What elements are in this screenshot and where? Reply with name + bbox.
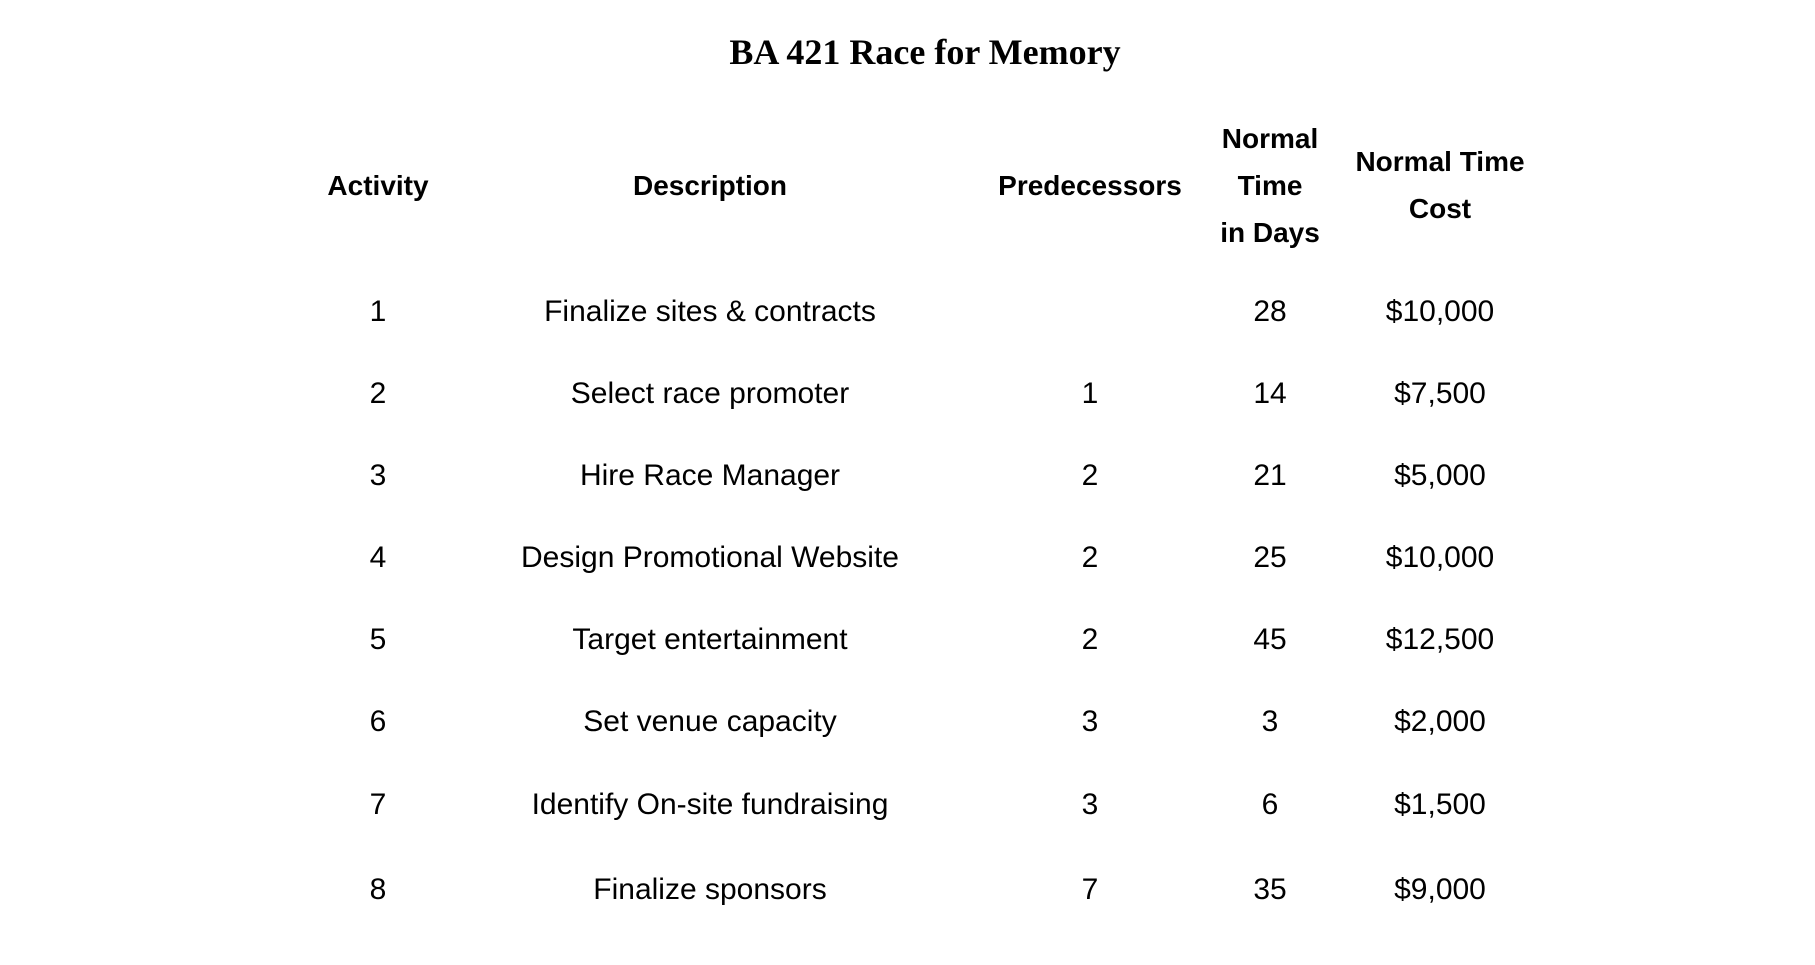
header-description: Description xyxy=(632,170,788,201)
cell-description: Finalize sponsors xyxy=(593,873,827,906)
cell-normal-time-cost: $9,000 xyxy=(1394,873,1486,906)
header-normal-time-line3: in Days xyxy=(1220,217,1320,248)
cell-predecessors: 2 xyxy=(1081,459,1099,492)
cell-normal-time-cost: $2,000 xyxy=(1394,705,1486,738)
cell-normal-time: 21 xyxy=(1253,459,1287,492)
cell-activity: 3 xyxy=(369,459,387,492)
cell-normal-time-cost: $10,000 xyxy=(1385,295,1495,328)
cell-normal-time: 35 xyxy=(1253,873,1287,906)
cell-normal-time-cost: $10,000 xyxy=(1385,541,1495,574)
cell-activity: 8 xyxy=(369,873,387,906)
cell-normal-time: 25 xyxy=(1253,541,1287,574)
cell-activity: 6 xyxy=(369,705,387,738)
header-activity: Activity xyxy=(327,170,429,201)
cell-predecessors: 3 xyxy=(1081,788,1099,821)
cell-predecessors: 2 xyxy=(1081,541,1099,574)
header-normal-time-cost-line2: Cost xyxy=(1408,193,1472,224)
cell-normal-time: 28 xyxy=(1253,295,1287,328)
cell-activity: 2 xyxy=(369,377,387,410)
header-predecessors: Predecessors xyxy=(998,170,1182,201)
cell-description: Set venue capacity xyxy=(583,705,837,738)
cell-normal-time-cost: $1,500 xyxy=(1394,788,1486,821)
cell-description: Identify On-site fundraising xyxy=(531,788,889,821)
header-normal-time-line1: Normal xyxy=(1221,123,1319,154)
cell-activity: 5 xyxy=(369,623,387,656)
cell-description: Design Promotional Website xyxy=(521,541,899,574)
cell-normal-time: 14 xyxy=(1253,377,1287,410)
cell-normal-time-cost: $7,500 xyxy=(1394,377,1486,410)
header-normal-time-cost xyxy=(1340,138,1540,232)
cell-normal-time-cost: $12,500 xyxy=(1385,623,1495,656)
cell-normal-time-cost: $5,000 xyxy=(1394,459,1486,492)
cell-activity: 1 xyxy=(369,295,387,328)
header-normal-time-line2: Time xyxy=(1237,170,1303,201)
cell-description: Target entertainment xyxy=(572,623,848,656)
cell-description: Select race promoter xyxy=(570,377,850,410)
cell-predecessors: 1 xyxy=(1081,377,1099,410)
cell-normal-time: 45 xyxy=(1253,623,1287,656)
cell-predecessors: 7 xyxy=(1081,873,1099,906)
cell-activity: 4 xyxy=(369,541,387,574)
page-title: BA 421 Race for Memory xyxy=(729,32,1121,72)
cell-normal-time: 6 xyxy=(1261,788,1279,821)
cell-description: Hire Race Manager xyxy=(579,459,841,492)
header-normal-time-cost-line1: Normal Time xyxy=(1355,146,1525,177)
cell-description: Finalize sites & contracts xyxy=(544,295,876,328)
cell-activity: 7 xyxy=(369,788,387,821)
cell-predecessors: 2 xyxy=(1081,623,1099,656)
header-normal-time xyxy=(1200,115,1340,256)
cell-predecessors: 3 xyxy=(1081,705,1099,738)
cell-normal-time: 3 xyxy=(1261,705,1279,738)
